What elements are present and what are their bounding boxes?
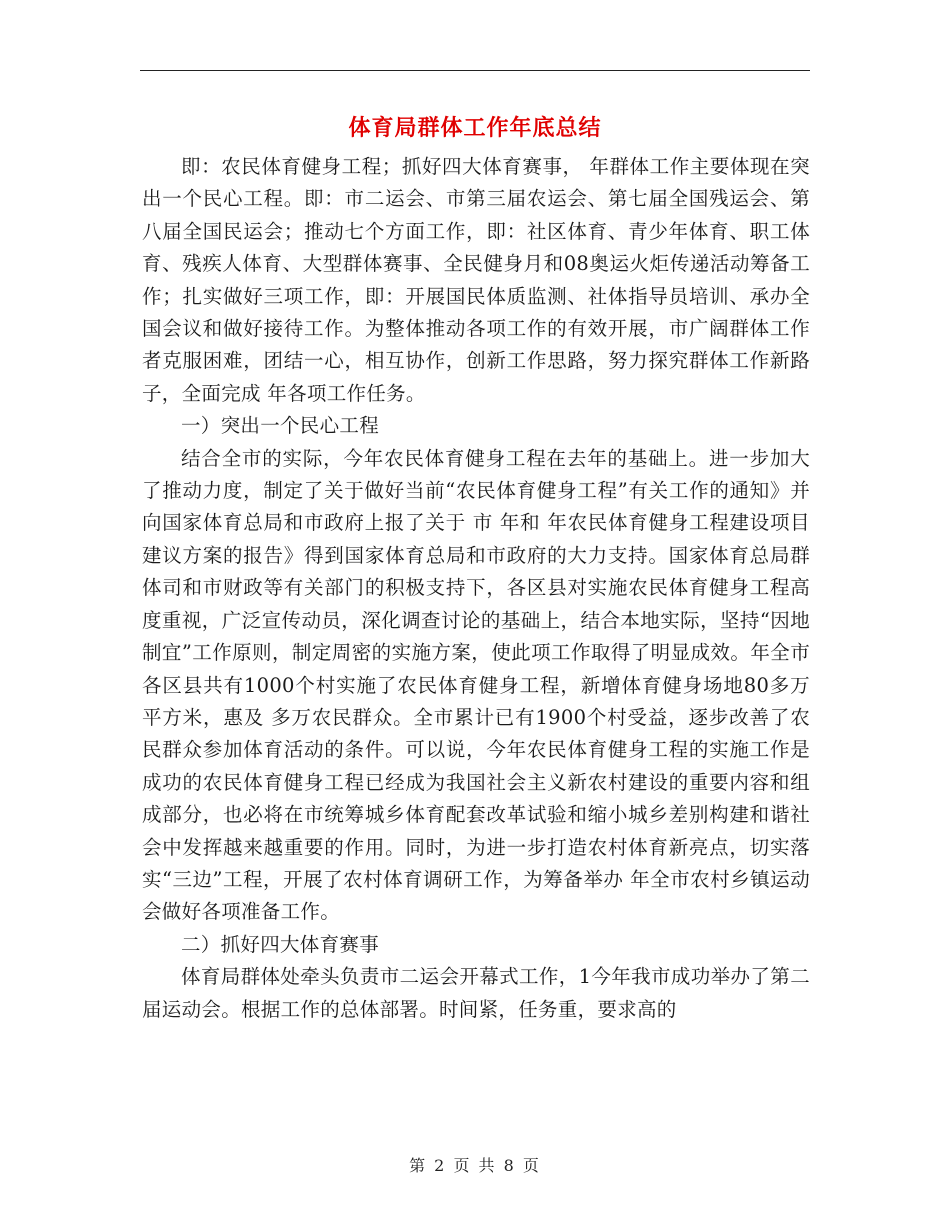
page-number: 第 2 页 共 8 页 — [409, 1156, 541, 1175]
paragraph-section-2: 体育局群体处牵头负责市二运会开幕式工作，1今年我市成功举办了第二届运动会。根据工作的总体部署。时间紧，任务重，要求高的 — [142, 965, 810, 1021]
section-heading-1: 一）突出一个民心工程 — [181, 414, 380, 438]
paragraph-section-1: 结合全市的实际，今年农民体育健身工程在去年的基础上。进一步加大了推动力度，制定了关于做好当前“农民体育健身工程”有关工作的通知》并向国家体育总局和市政府上报了关于 市 年和 年农民体育健身工程建设项目建议方案的报告》得到国家体育总局和市政府的大力支持。国家体育总局群体司和市财政等有关部门的积极支持下，各区县对实施农民体育健身工程高度重视，广泛宣传动员，深化调查讨论的基础上，结合本地实际，坚持“因地制宜”工作原则，制定周密的实施方案，使此项工作取得了明显成效。年全市各区县共有1000个村实施了农民体育健身工程，新增体育健身场地80多万平方米，惠及 多万农民群众。全市累计已有1900个村受益，逐步改善了农民群众参加体育活动的条件。可以说，今年农民体育健身工程的实施工作是成功的农民体育健身工程已经成为我国社会主义新农村建设的重要内容和组成部分，也必将在市统筹城乡体育配套改革试验和缩小城乡差别构建和谐社会中发挥越来越重要的作用。同时，为进一步打造农村体育新亮点，切实落实“三边”工程，开展了农村体育调研工作，为筹备举办 年全市农村乡镇运动会做好各项准备工作。 — [142, 446, 810, 924]
document-title: 体育局群体工作年底总结 — [348, 115, 602, 141]
paragraph-intro: 即：农民体育健身工程；抓好四大体育赛事， 年群体工作主要体现在突出一个民心工程。即：市二运会、市第三届农运会、第七届全国残运会、第八届全国民运会；推动七个方面工作，即：社区体育、青少年体育、职工体育、残疾人体育、大型群体赛事、全民健身月和08奥运火炬传递活动筹备工作；扎实做好三项工作，即：开展国民体质监测、社体指导员培训、承办全国会议和做好接待工作。为整体推动各项工作的有效开展，市广阔群体工作者克服困难，团结一心，相互协作，创新工作思路，努力探究群体工作新路子，全面完成 年各项工作任务。 — [142, 155, 810, 405]
document-body — [142, 151, 810, 1026]
header-rule — [140, 70, 810, 71]
section-heading-2: 二）抓好四大体育赛事 — [181, 932, 380, 956]
